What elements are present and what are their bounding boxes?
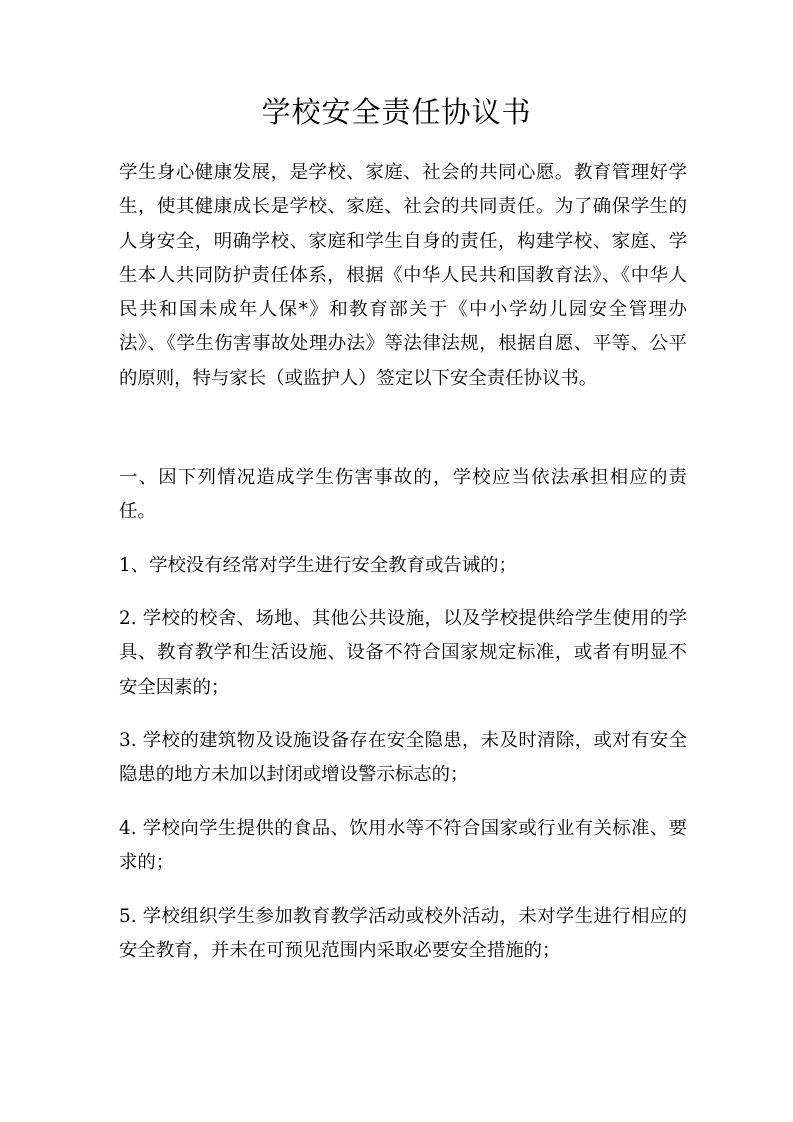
section-1-heading: 一、因下列情况造成学生伤害事故的，学校应当依法承担相应的责任。 [119, 467, 687, 523]
list-item: 3. 学校的建筑物及设施设备存在安全隐患，未及时清除，或对有安全隐患的地方未加以封闭或增设警示标志的； [119, 730, 687, 786]
list-item: 1、学校没有经常对学生进行安全教育或告诫的； [119, 555, 517, 576]
list-item: 4. 学校向学生提供的食品、饮用水等不符合国家或行业有关标准、要求的； [119, 818, 687, 874]
list-item: 2. 学校的校舍、场地、其他公共设施，以及学校提供给学生使用的学具、教育教学和生活设施、设备不符合国家规定标准，或者有明显不安全因素的； [119, 608, 687, 698]
intro-paragraph: 学生身心健康发展，是学校、家庭、社会的共同心愿。教育管理好学生，使其健康成长是学校、家庭、社会的共同责任。为了确保学生的人身安全，明确学校、家庭和学生自身的责任，构建学校、家庭、学生本人共同防护责任体系，根据《中华人民共和国教育法》、《中华人民共和国未成年人保*》和教育部关于《中小学幼儿园安全管理办法》、《学生伤害事故处理办法》等法律法规，根据自愿、平等、公平的原则，特与家长（或监护人）签定以下安全责任协议书。 [119, 162, 687, 389]
document-title: 学校安全责任协议书 [261, 95, 532, 129]
list-item: 5. 学校组织学生参加教育教学活动或校外活动，未对学生进行相应的安全教育，并未在可预见范围内采取必要安全措施的； [119, 906, 687, 962]
